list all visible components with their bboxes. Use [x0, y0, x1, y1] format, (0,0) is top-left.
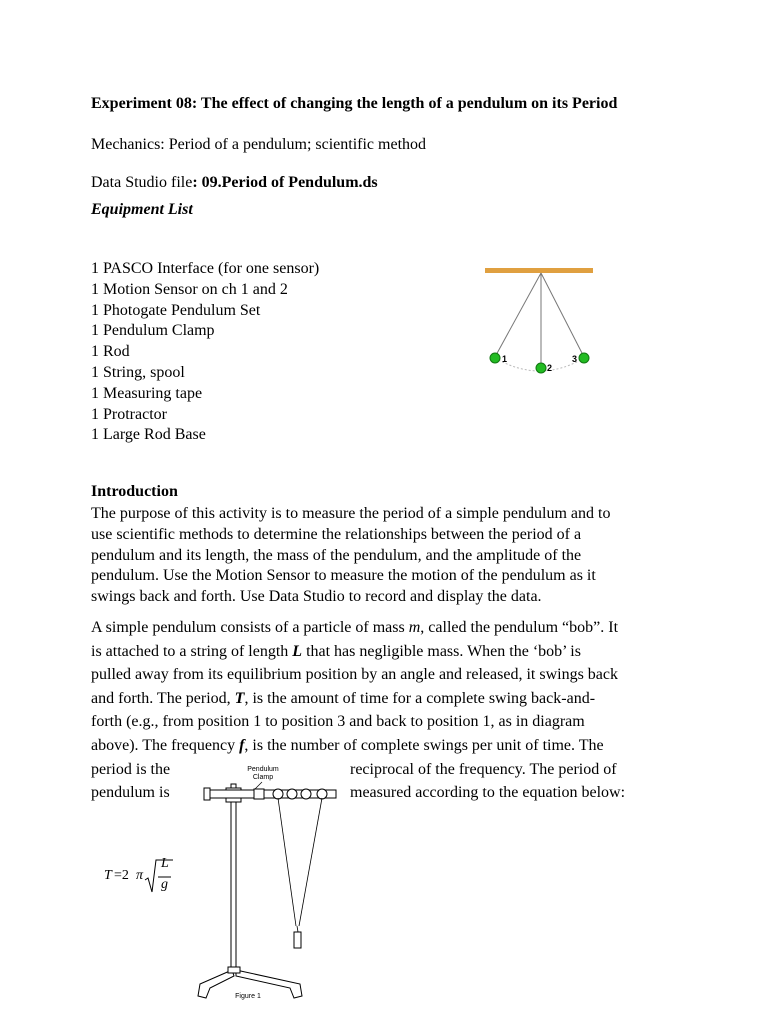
intro-heading: Introduction — [91, 483, 178, 500]
eq-denominator-g: g — [161, 877, 168, 892]
equipment-item: 1 Motion Sensor on ch 1 and 2 — [91, 280, 288, 298]
symbol-m: m — [408, 619, 421, 636]
pendulum-support-bar — [485, 268, 593, 273]
equipment-item: 1 Pendulum Clamp — [91, 322, 215, 340]
eq-T: T — [104, 868, 112, 883]
pendulum-bob — [294, 932, 301, 948]
equipment-item: 1 Measuring tape — [91, 384, 203, 402]
text-span: and forth. The period, — [91, 689, 235, 707]
text-span: is attached to a string of length — [91, 642, 293, 660]
equipment-item: 1 Rod — [91, 343, 130, 361]
text-span: that has negligible mass. When the ‘bob’ is — [302, 642, 581, 660]
period-equation — [104, 856, 174, 896]
base-hub — [228, 967, 240, 973]
figure-caption: Figure 1 — [235, 993, 261, 1000]
para-line — [91, 616, 681, 640]
string-holder — [287, 789, 297, 799]
pendulum-string-right — [541, 273, 584, 357]
text-span: , is the number of complete swings per unit of time. The — [244, 736, 604, 754]
text-span: period is the — [91, 760, 171, 778]
intro-line: pendulum and its length, the mass of the pendulum, and the amplitude of the — [91, 546, 582, 564]
pendulum-string — [297, 926, 298, 932]
equipment-item: 1 Protractor — [91, 405, 167, 423]
eq-pi: π — [136, 868, 144, 883]
position-label-1: 1 — [502, 354, 508, 364]
symbol-T: T — [234, 689, 245, 707]
para-line — [91, 781, 681, 805]
intro-line: pendulum. Use the Motion Sensor to measure the motion of the pendulum as it — [91, 567, 596, 585]
para-line — [91, 734, 681, 758]
text-span: , is the amount of time for a complete swing back-and- — [244, 689, 596, 707]
datastudio-prefix: Data Studio file — [91, 174, 193, 191]
rod-end-cap — [204, 788, 210, 800]
para-line — [91, 758, 681, 782]
equipment-heading: Equipment List — [91, 201, 193, 218]
subject-line: Mechanics: Period of a pendulum; scientific method — [91, 136, 427, 153]
eq-numerator-L: L — [161, 856, 169, 871]
equipment-item: 1 String, spool — [91, 363, 185, 381]
page-title: Experiment 08: The effect of changing the length of a pendulum on its Period — [91, 95, 618, 112]
pendulum-paragraph — [91, 616, 681, 805]
text-span: pendulum is — [91, 784, 170, 802]
vertical-rod — [231, 784, 236, 972]
text-span: measured according to the equation below: — [350, 784, 626, 802]
bob-position-2 — [536, 363, 546, 373]
eq-equals-two: =2 — [114, 868, 129, 883]
figure-pendulum-stand — [190, 758, 350, 1008]
equipment-item: 1 PASCO Interface (for one sensor) — [91, 260, 320, 277]
position-label-3: 3 — [572, 354, 578, 364]
text-span: A simple pendulum consists of a particle of mass — [91, 619, 409, 636]
text-span: , called the pendulum “bob”. It — [420, 619, 619, 636]
intro-paragraph — [91, 504, 681, 608]
eq-sqrt-sign — [144, 858, 174, 896]
datastudio-filename: : 09.Period of Pendulum.ds — [192, 174, 378, 191]
equipment-list — [91, 259, 319, 446]
base-leg-left — [198, 970, 234, 998]
intro-line: The purpose of this activity is to measure the period of a simple pendulum and to — [91, 505, 611, 522]
bob-position-1 — [490, 353, 500, 363]
string-holder — [317, 789, 327, 799]
symbol-f: f — [239, 736, 245, 754]
intro-line: use scientific methods to determine the relationships between the period of a — [91, 525, 582, 543]
pendulum-string-left — [495, 273, 541, 357]
para-line — [91, 687, 681, 711]
datastudio-line — [91, 174, 378, 192]
pendulum-string — [299, 798, 322, 926]
text-span: above). The frequency — [91, 736, 240, 754]
para-line: pulled away from its equilibrium position by an angle and released, it swings back — [91, 666, 618, 684]
intro-line: swings back and forth. Use Data Studio to record and display the data. — [91, 588, 542, 606]
string-holder — [301, 789, 311, 799]
para-line: forth (e.g., from position 1 to position 3 and back to position 1, as in diagram — [91, 713, 585, 731]
position-label-2: 2 — [547, 363, 553, 373]
symbol-L: L — [292, 642, 303, 660]
equipment-item: 1 Large Rod Base — [91, 426, 206, 444]
para-line — [91, 640, 681, 664]
bob-position-3 — [579, 353, 589, 363]
clamp-label-line2: Clamp — [252, 774, 274, 781]
clamp-label-line1: Pendulum — [247, 766, 279, 773]
pendulum-swing-diagram — [480, 262, 600, 380]
equipment-item: 1 Photogate Pendulum Set — [91, 301, 261, 319]
string-holder — [273, 789, 283, 799]
text-span: reciprocal of the frequency. The period of — [350, 760, 617, 778]
pendulum-string — [278, 798, 296, 926]
clamp-knob — [254, 789, 264, 799]
